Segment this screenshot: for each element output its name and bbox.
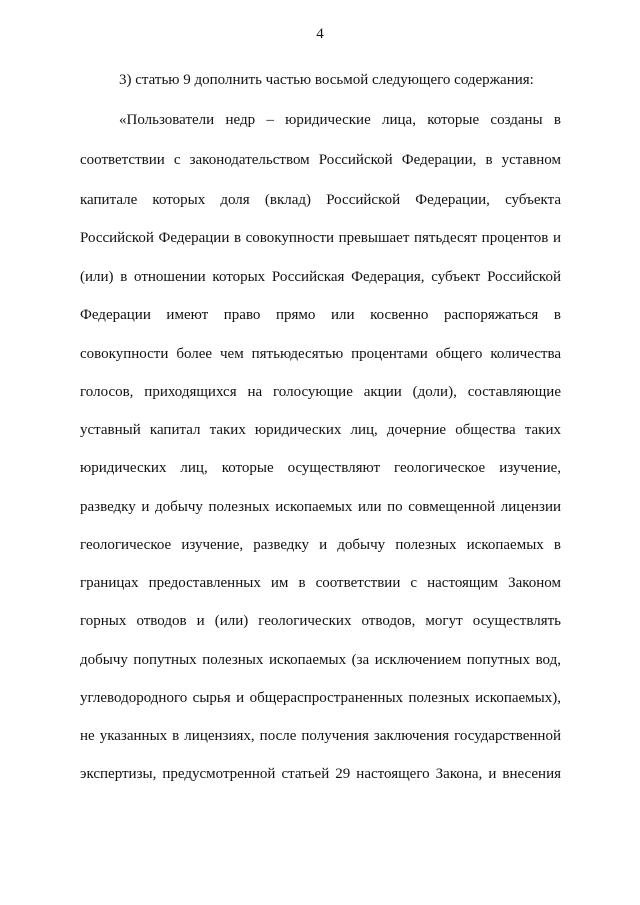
page-number: 4 — [316, 26, 324, 42]
text-line: не указанных в лицензиях, после получения заключения государственной — [80, 728, 561, 744]
text-line: Российской Федерации в совокупности превышает пятьдесят процентов и — [80, 230, 561, 246]
text-line: геологическое изучение, разведку и добычу полезных ископаемых в — [80, 537, 561, 553]
text-line: капитале которых доля (вклад) Российской Федерации, субъекта — [80, 192, 561, 208]
text-line: разведку и добычу полезных ископаемых или по совмещенной лицензии — [80, 499, 561, 515]
intro-line: 3) статью 9 дополнить частью восьмой следующего содержания: — [119, 72, 534, 88]
text-line: экспертизы, предусмотренной статьей 29 настоящего Закона, и внесения — [80, 766, 561, 782]
text-line: совокупности более чем пятьюдесятью процентами общего количества — [80, 346, 561, 362]
text-line: «Пользователи недр – юридические лица, которые созданы в — [119, 112, 561, 128]
text-line: углеводородного сырья и общераспространенных полезных ископаемых), — [80, 690, 561, 706]
text-line: Федерации имеют право прямо или косвенно распоряжаться в — [80, 307, 561, 323]
text-line: границах предоставленных им в соответствии с настоящим Законом — [80, 575, 561, 591]
text-line: горных отводов и (или) геологических отводов, могут осуществлять — [80, 613, 561, 629]
text-line: (или) в отношении которых Российская Федерация, субъект Российской — [80, 269, 561, 285]
text-line: уставный капитал таких юридических лиц, дочерние общества таких — [80, 422, 561, 438]
text-line: соответствии с законодательством Российской Федерации, в уставном — [80, 152, 561, 168]
text-line: голосов, приходящихся на голосующие акции (доли), составляющие — [80, 384, 561, 400]
text-line: юридических лиц, которые осуществляют геологическое изучение, — [80, 460, 561, 476]
text-line: добычу попутных полезных ископаемых (за исключением попутных вод, — [80, 652, 561, 668]
